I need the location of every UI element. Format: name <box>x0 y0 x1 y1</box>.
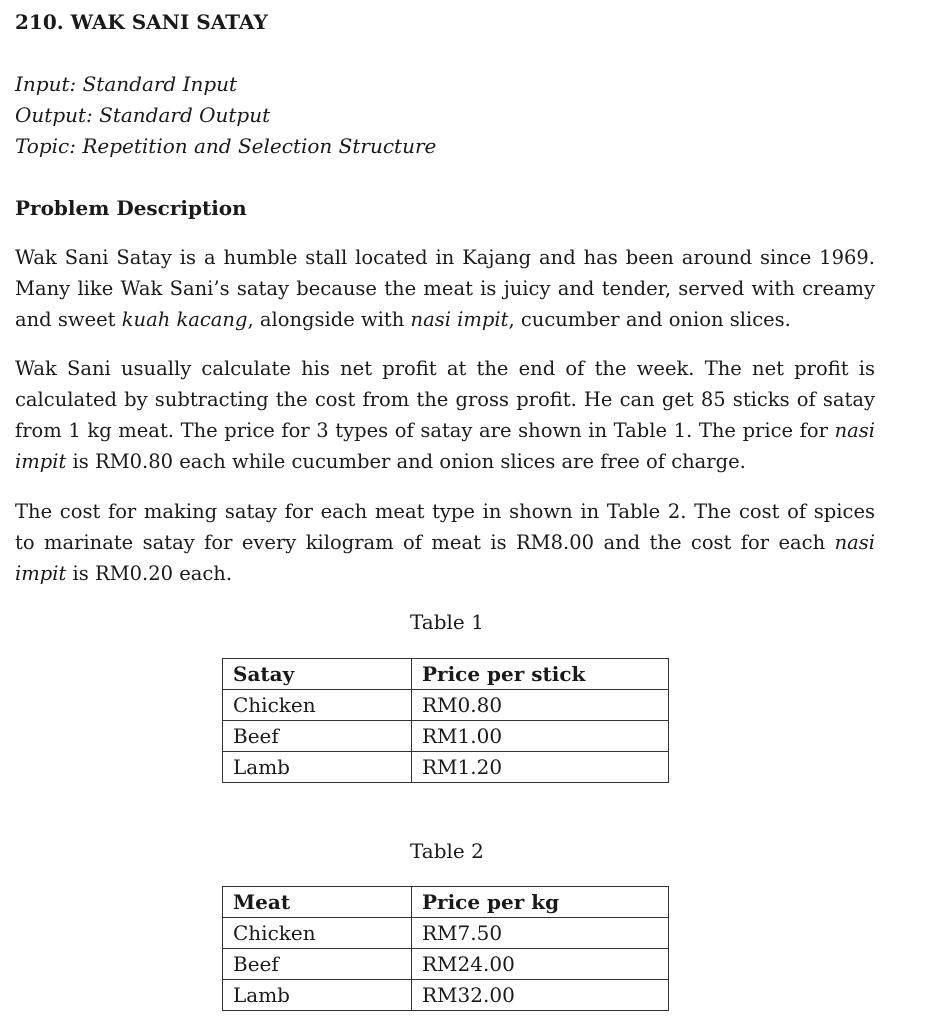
paragraph-emphasis: nasi impit <box>15 419 875 473</box>
table-cell: Beef <box>223 721 412 752</box>
table-header-row <box>223 887 669 918</box>
table1-caption: Table 1 <box>410 610 484 634</box>
table-row <box>223 949 669 980</box>
table-row <box>223 721 669 752</box>
table-cell: RM32.00 <box>412 980 669 1011</box>
table-cell: Chicken <box>223 690 412 721</box>
table-cell: RM1.20 <box>412 752 669 783</box>
table-header-cell: Price per kg <box>412 887 669 918</box>
table-cell: Lamb <box>223 980 412 1011</box>
table-cell: RM1.00 <box>412 721 669 752</box>
paragraph-emphasis: nasi impit <box>15 531 875 585</box>
table-header-cell: Satay <box>223 659 412 690</box>
table-cell: Lamb <box>223 752 412 783</box>
paragraph-text: is RM0.80 each while cucumber and onion slices are free of charge. <box>66 450 746 473</box>
paragraph-emphasis: kuah kacang <box>121 308 248 331</box>
section-heading: Problem Description <box>15 196 247 220</box>
problem-title: 210. WAK SANI SATAY <box>15 10 268 34</box>
paragraph-text: , alongside with <box>247 308 411 331</box>
paragraph-emphasis: nasi impit <box>410 308 509 331</box>
table-header-cell: Meat <box>223 887 412 918</box>
table-header-cell: Price per stick <box>412 659 669 690</box>
table-cell: RM24.00 <box>412 949 669 980</box>
topic-spec: Topic: Repetition and Selection Structure <box>15 134 437 158</box>
paragraph-text: , cucumber and onion slices. <box>508 308 791 331</box>
paragraph-text: is RM0.20 each. <box>66 562 233 585</box>
paragraph-text: Wak Sani Satay is a humble stall located in Kajang and has been around since 1969. Many like Wak Sani’s satay because the meat is juicy and tender, served with creamy and sweet <box>15 246 875 331</box>
table-row <box>223 752 669 783</box>
table-row <box>223 980 669 1011</box>
table-row <box>223 918 669 949</box>
paragraph-profit <box>15 353 875 477</box>
meat-cost-table <box>222 886 669 1011</box>
table-cell: RM7.50 <box>412 918 669 949</box>
table-header-row <box>223 659 669 690</box>
table-cell: Beef <box>223 949 412 980</box>
table-cell: RM0.80 <box>412 690 669 721</box>
table2-caption: Table 2 <box>410 839 484 863</box>
paragraph-text: Wak Sani usually calculate his net profit at the end of the week. The net profit is calculated by subtracting the cost from the gross profit. He can get 85 sticks of satay from 1 kg meat. The price for 3 types of satay are shown in Table 1. The price for <box>15 357 875 442</box>
satay-price-table <box>222 658 669 783</box>
table-cell: Chicken <box>223 918 412 949</box>
input-spec: Input: Standard Input <box>15 72 238 96</box>
paragraph-cost <box>15 496 875 589</box>
paragraph-text: The cost for making satay for each meat type in shown in Table 2. The cost of spices to marinate satay for every kilogram of meat is RM8.00 and the cost for each <box>15 500 875 554</box>
paragraph-intro <box>15 242 875 335</box>
output-spec: Output: Standard Output <box>15 103 271 127</box>
table-row <box>223 690 669 721</box>
